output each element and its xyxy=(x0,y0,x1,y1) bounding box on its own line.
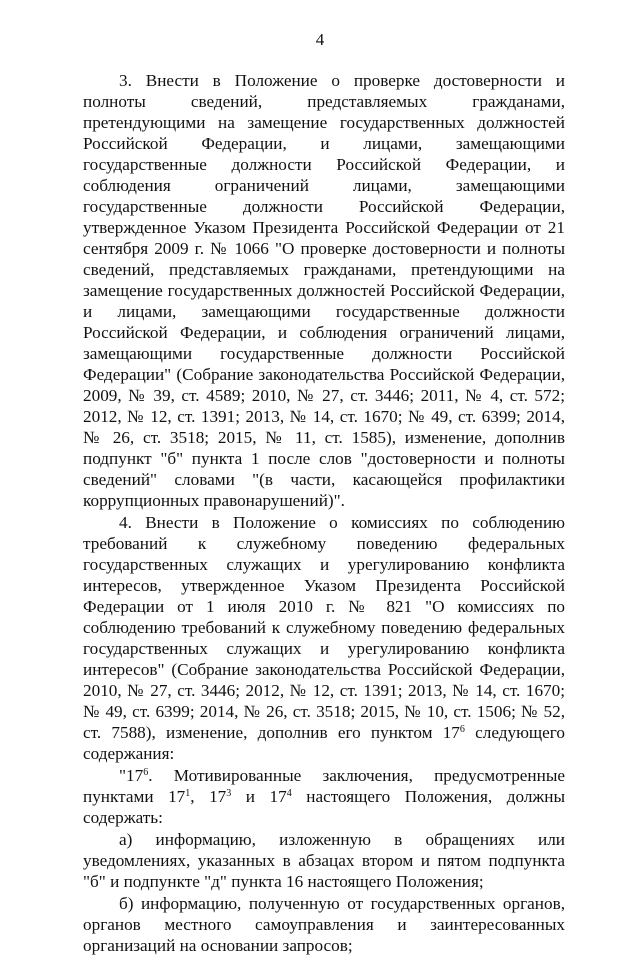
document-body xyxy=(83,70,565,956)
quote-sup-3: 3 xyxy=(226,788,232,799)
paragraph-4-tail: следующего содержания: xyxy=(83,723,566,763)
quote-text-a: . Мотивированные заключения, предусмотренные пунктами 17 xyxy=(83,766,565,806)
quote-sup-1: 1 xyxy=(185,788,191,799)
quote-lead-sup: 6 xyxy=(143,767,149,778)
paragraph-4-sup: 6 xyxy=(459,724,465,735)
paragraph-3: 3. Внести в Положение о проверке достоверности и полноты сведений, представляемых гражданами, претендующими на замещение государственных должностей Российской Федерации, и лицами, замещающими государственные должности Российской Федерации, и соблюдения ограничений лицами, замещающими государственные должности Российской Федерации, утвержденное Указом Президента Российской Федерации от 21 сентября 2009 г. № 1066 "О проверке достоверности и полноты сведений, представляемых гражданами, претендующими на замещение государственных должностей Российской Федерации, и лицами, замещающими государственные должности Российской Федерации, и соблюдения ограничений лицами, замещающими государственные должности Российской Федерации" (Собрание законодательства Российской Федерации, 2009, № 39, ст. 4589; 2010, № 27, ст. 3446; 2011, № 4, ст. 572; 2012, № 12, ст. 1391; 2013, № 14, ст. 1670; № 49, ст. 6399; 2014, № 26, ст. 3518; 2015, № 11, ст. 1585), изменение, дополнив подпункт "б" пункта 1 после слов "достоверности и полноты сведений" словами "(в части, касающейся профилактики коррупционных правонарушений)". xyxy=(83,71,565,510)
quote-text-b: настоящего Положения, должны содержать: xyxy=(83,787,566,827)
quote-sep-1: , 17 xyxy=(190,787,227,806)
quote-lead: "17 xyxy=(119,766,144,785)
page-number: 4 xyxy=(315,30,325,49)
quote-sep-2: и 17 xyxy=(231,787,287,806)
paragraph-4-text: 4. Внести в Положение о комиссиях по соблюдению требований к служебному поведению федеральных государственных служащих и урегулированию конфликта интересов, утвержденное Указом Президента Российской Федерации от 1 июля 2010 г. № 821 "О комиссиях по соблюдению требований к служебному поведению федеральных государственных служащих и урегулированию конфликта интересов" (Собрание законодательства Российской Федерации, 2010, № 27, ст. 3446; 2012, № 12, ст. 1391; 2013, № 14, ст. 1670; № 49, ст. 6399; 2014, № 26, ст. 3518; 2015, № 10, ст. 1506; № 52, ст. 7588), изменение, дополнив его пунктом 17 xyxy=(83,513,565,742)
item-b: б) информацию, полученную от государственных органов, органов местного самоуправления и заинтересованных организаций на основании запросов; xyxy=(83,894,565,955)
item-a: а) информацию, изложенную в обращениях или уведомлениях, указанных в абзацах втором и пятом подпункта "б" и подпункте "д" пункта 16 настоящего Положения; xyxy=(83,830,565,891)
paragraph-4 xyxy=(83,512,565,764)
quote-sup-4: 4 xyxy=(286,788,292,799)
paragraph-17-6 xyxy=(83,765,565,828)
